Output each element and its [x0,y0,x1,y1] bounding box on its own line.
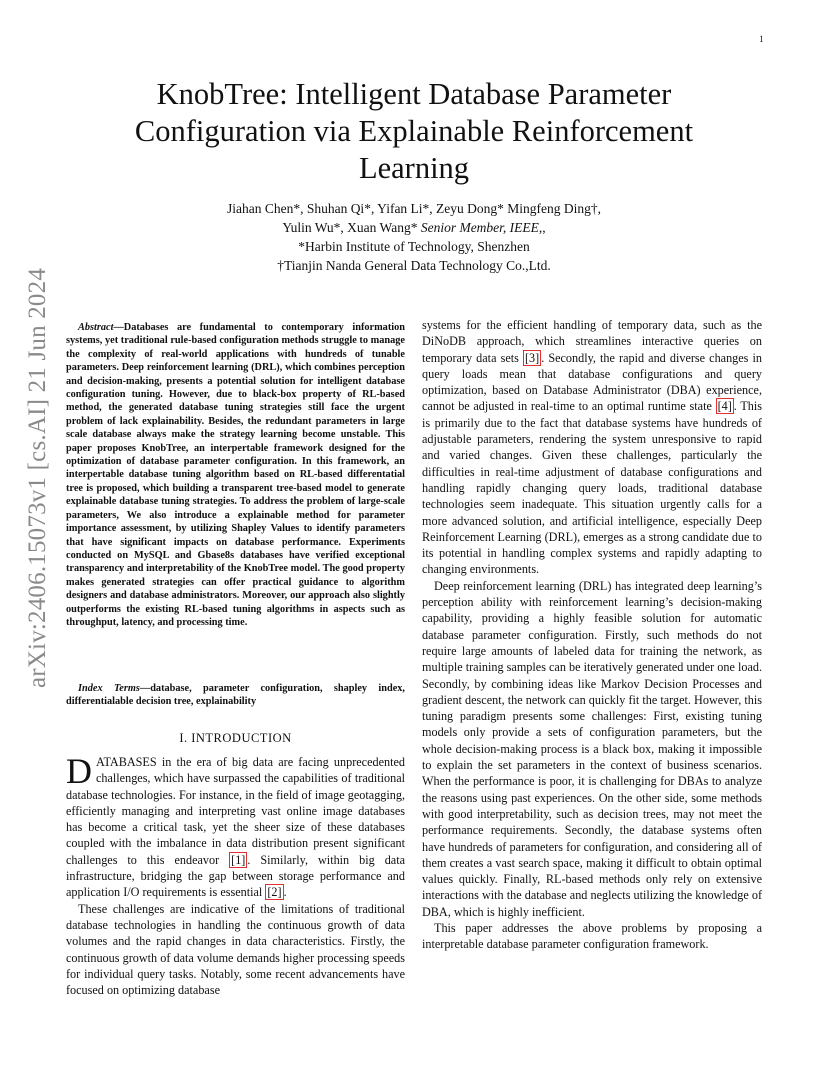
author-block [80,199,748,275]
author-line-end: , [542,220,546,235]
index-terms [66,682,405,709]
paragraph-text: . [283,885,287,900]
intro-paragraph-1 [66,751,405,901]
citation-link[interactable]: [2] [267,885,282,900]
author-line-1: Jiahan Chen*, Shuhan Qi*, Yifan Li*, Zeyu Dong* Mingfeng Ding†, [226,201,602,216]
right-paragraph-3: This paper addresses the above problems by proposing a interpretable database parameter configuration framework. [422,920,762,952]
abstract-label: Abstract [78,322,114,333]
right-paragraph-1 [422,317,762,578]
author-names: Yulin Wu*, Xuan Wang* [282,220,418,235]
paragraph-text: . Similarly, within big data infrastructure, bridging the gap between storage performance and application I/O requirements is essential [66,852,405,900]
paragraph-text: . This is primarily due to the fact that database systems have hundreds of adjustable parameters, rendering the system unresponsive to rapid and varied changes. Given these challenges, particularly the difficulties in real-time adjustment of database configurations and handling rapidly changing query loads, traditional database technologies seem inadequate. This situation urgently calls for a more advanced solution, and artificial intelligence, especially Deep Reinforcement Learning (DRL), emerges as a strong candidate due to its potential in handling complex systems and rapidly adapting to changing environments. [422,399,762,577]
author-line-2 [80,218,748,237]
index-terms-text: —database, parameter configuration, shapley index, differentialable decision tree, explainability [66,683,406,708]
page-number: 1 [759,34,764,44]
intro-column-right [422,317,762,953]
paper-title: KnobTree: Intelligent Database Parameter Configuration via Explainable Reinforcement Learning [134,77,694,185]
intro-paragraph-2: These challenges are indicative of the limitations of traditional database technologies in handling the continuous growth of data volumes and the rapid changes in data characteristics. Firstly, the continuous growth of data volume demands higher processing speeds for individual query tasks. Notably, some recent advancements have focused on optimizing database [66,901,405,998]
intro-column-left [66,751,405,998]
affiliation-1: *Harbin Institute of Technology, Shenzhen [298,239,530,254]
citation-link[interactable]: [4] [717,399,732,414]
citation-link[interactable]: [1] [231,852,246,867]
affiliation-2: †Tianjin Nanda General Data Technology Co.,Ltd. [277,258,551,273]
abstract [66,321,405,629]
section-heading: I. INTRODUCTION [179,731,292,745]
paragraph-text: . Secondly, the rapid and diverse changes in query loads mean that database configurations and query optimization, based on Database Administrator (DBA) experience, cannot be adjusted in real-time to an optimal runtime state [422,350,762,414]
drop-cap: D [66,751,92,791]
arxiv-stamp: arXiv:2406.15073v1 [cs.AI] 21 Jun 2024 [24,267,51,689]
paragraph-text: ATABASES in the era of big data are facing unprecedented challenges, which have surpassed the capabilities of traditional database technologies. For instance, in the field of image geotagging, efficiently managing and interpreting vast online image databases has become a critical task, yet the sheer size of these databases coupled with the imbalance in data distribution present significant challenges to this endeavor [66,755,405,867]
right-paragraph-2: Deep reinforcement learning (DRL) has integrated deep learning’s perception ability with reinforcement learning’s decision-making capability, providing a highly feasible solution for automatic database parameter configuration. Firstly, such methods do not require large amounts of labeled data for training the network, as multiple training samples can be iteratively generated under one load. Secondly, by combining ideas like Markov Decision Processes and gradient descent, the network can quickly fit the target. However, this tuning paradigm presents some challenges: First, existing tuning models only provide a sets of configuration parameters, but the whole decision-making process is a black box, making it impossible to explain the set parameters in the context of business scenarios. When the performance is poor, it is challenging for DBAs to analyze the reasons using past experiences. On the other side, some methods with good interpretability, such as decision trees, may not meet the performance requirements. Secondly, the database systems often have hundreds of parameters for configuration, and considering all of them creates a vast search space, making it difficult to obtain optimal values quickly. Finally, RL-based methods only rely on extensive interactions with the database and neglects utilizing the knowledge of DBA, which is highly inefficient. [422,578,762,919]
index-terms-label: Index Terms [78,683,140,694]
author-role: Senior Member, IEEE, [420,220,543,235]
citation-link[interactable]: [3] [524,350,540,365]
paragraph-text: systems for the efficient handling of temporary data, such as the DiNoDB approach, which streamlines interactive queries on temporary data sets [422,318,762,365]
abstract-text: —Databases are fundamental to contemporary information systems, yet traditional rule-based configuration methods struggle to manage the complexity of real-world applications with hundreds of tunable parameters. Deep reinforcement learning (DRL), which combines perception and decision-making, presents a potential solution for intelligent database configuration tuning. However, due to black-box property of RL-based method, the generated database tuning strategies still face the urgent problem of lack explainability. Besides, the redundant parameters in large scale database always make the strategy learning become unstable. This paper proposes KnobTree, an interpertable framework designed for the optimization of database parameter configuration. In this framework, an interpertable database tuning algorithm based on RL-based differentatial tree is proposed, which building a transparent tree-based model to generate explainable database tuning strategies. To address the problem of large-scale parameters, We also introduce a explainable method for parameter importance assessment, by utilizing Shapley Values to identify parameters that have significant impacts on database performance. Experiments conducted on MySQL and Gbase8s databases have verified exceptional transparency and interpretability of the KnobTree model. The good property makes generated strategies can offer practical guidance to algorithm designers and database administrators. Moreover, our approach also slightly outperforms the existing RL-based tuning algorithms in aspects such as throughput, latency, and processing time. [66,322,405,628]
